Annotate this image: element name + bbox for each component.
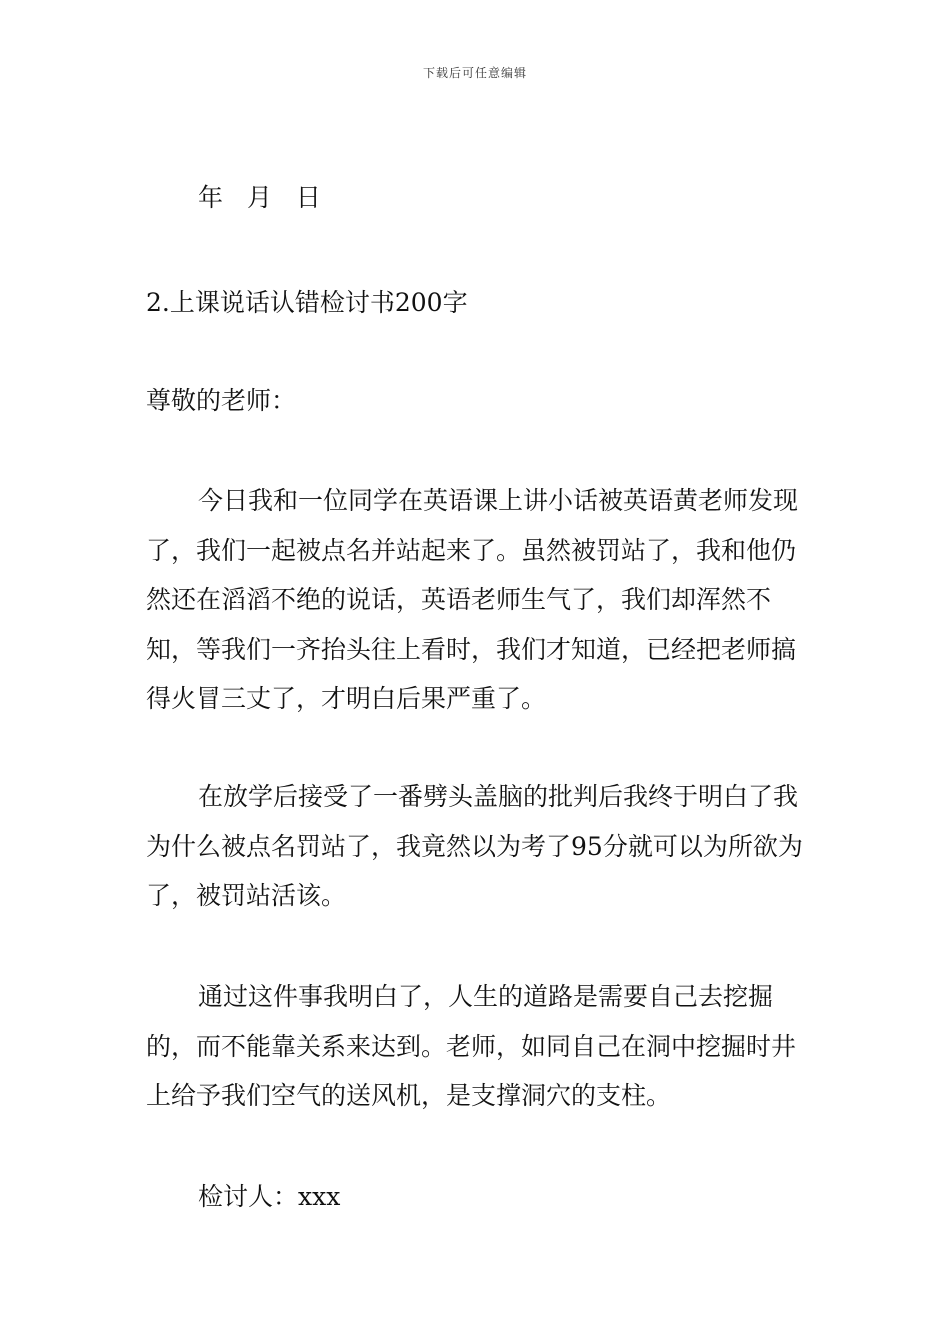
salutation: 尊敬的老师：: [146, 386, 297, 415]
body-paragraph-2: 在放学后接受了一番劈头盖脑的批判后我终于明白了我为什么被点名罚站了，我竟然以为考了95分就可以为所欲为了，被罚站活该。: [146, 782, 803, 910]
body-paragraph-3: 通过这件事我明白了，人生的道路是需要自己去挖掘的，而不能靠关系来达到。老师，如同自己在洞中挖掘时井上给予我们空气的送风机，是支撑洞穴的支柱。: [146, 982, 797, 1110]
signature-line: 检讨人：xxx: [198, 1182, 341, 1211]
document-title: 2.上课说话认错检讨书200字: [146, 288, 468, 317]
date-line: 年 月 日: [198, 183, 327, 212]
page-header-watermark: 下载后可任意编辑: [422, 66, 527, 80]
body-paragraph-1: 今日我和一位同学在英语课上讲小话被英语黄老师发现了，我们一起被点名并站起来了。虽然被罚站了，我和他仍然还在滔滔不绝的说话，英语老师生气了，我们却浑然不知，等我们一齐抬头往上看时，我们才知道，已经把老师搞得火冒三丈了，才明白后果严重了。: [146, 486, 799, 713]
